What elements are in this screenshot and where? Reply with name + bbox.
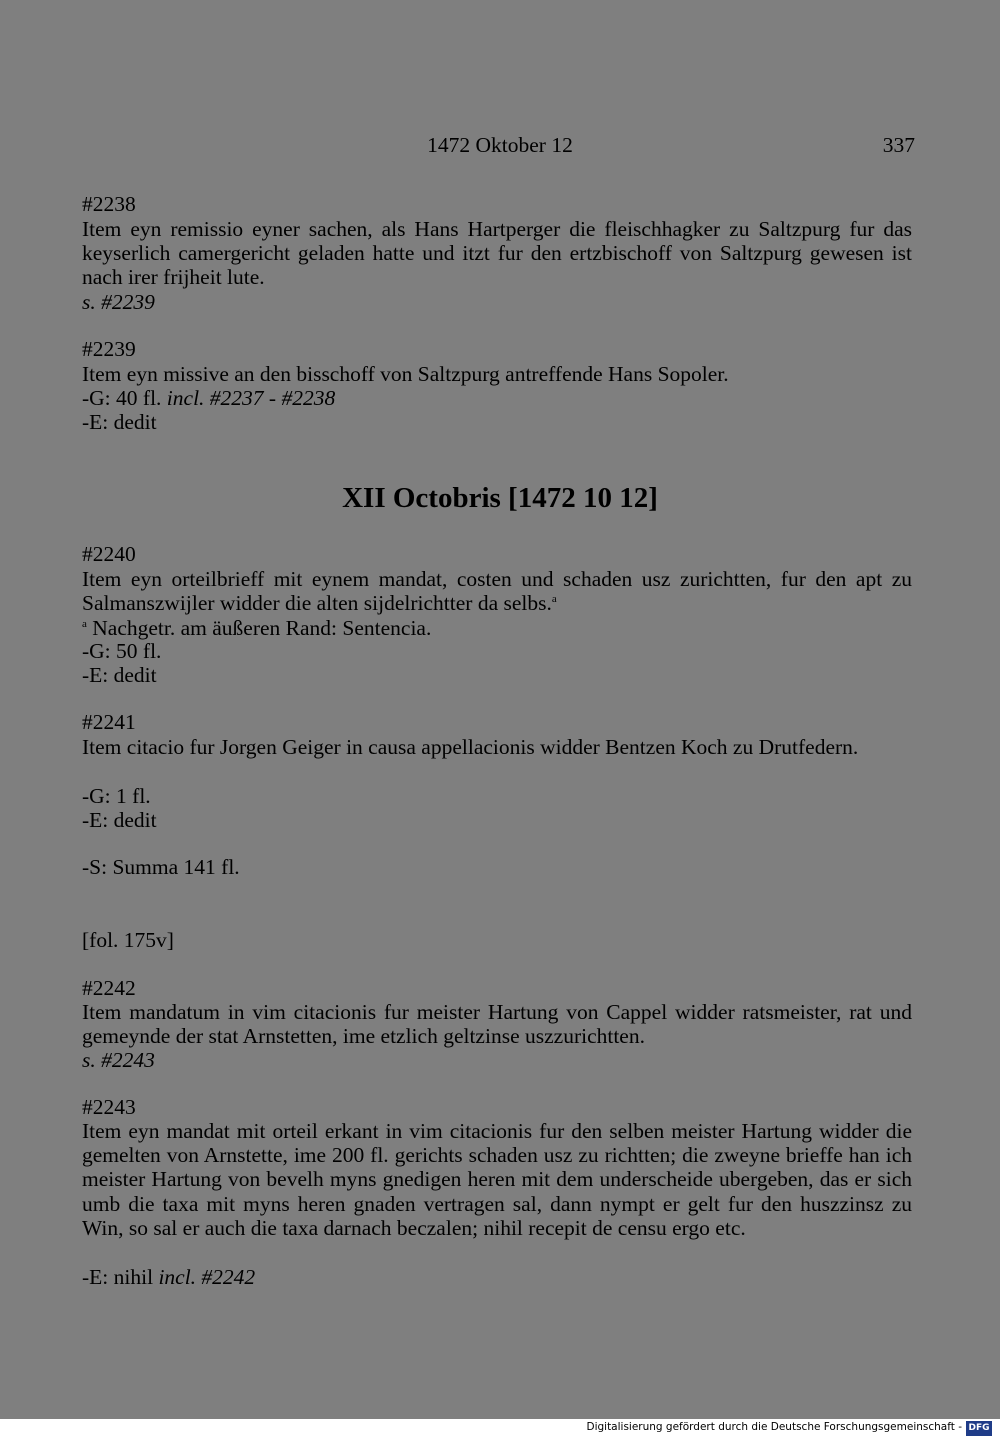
section-title: XII Octobris [1472 10 12] <box>342 482 658 514</box>
folio-marker: [fol. 175v] <box>82 928 174 952</box>
entry-e-2239: -E: dedit <box>82 410 157 434</box>
funding-notice: Digitalisierung gefördert durch die Deutsche Forschungsgemeinschaft - <box>586 1421 962 1433</box>
entry-g-2239 <box>82 386 912 410</box>
dfg-logo-icon: DFG <box>966 1421 992 1436</box>
entry-text-2240 <box>82 567 912 615</box>
entry-text-2241: Item citacio fur Jorgen Geiger in causa appellacionis widder Bentzen Koch zu Drutfedern. <box>82 735 859 759</box>
footnote-2240 <box>82 616 912 640</box>
entry-e-2240: -E: dedit <box>82 663 157 687</box>
entry-g-2240: -G: 50 fl. <box>82 639 162 663</box>
footnote-marker: a <box>551 593 557 606</box>
entry-text-2239: Item eyn missive an den bisschoff von Saltzpurg antreffende Hans Sopoler. <box>82 362 729 386</box>
page-number: 337 <box>882 133 915 157</box>
entry-ref-2238 <box>82 290 912 314</box>
footnote-marker: a <box>82 618 87 630</box>
entry-number-2240: #2240 <box>82 542 136 566</box>
entry-text-2243: Item eyn mandat mit orteil erkant in vim citacionis fur den selben meister Hartung widder die gemelten von Arnstette, ime 200 fl. gerichts schaden usz zu richtten; die zweyne brieffe han ich meister Hartung von bevelh myns gnedigen heren mit dem underscheide ubergeben, das er sich umb die taxa mit myns heren gnaden vertragen sal, dann nympt er gelt fur den huszzinsz zu Win, so sal er auch die taxa darnach beczalen; nihil recepit de censu ergo etc. <box>82 1119 912 1240</box>
entry-number-2241: #2241 <box>82 710 136 734</box>
entry-text-2238: Item eyn remissio eyner sachen, als Hans Hartperger die fleischhagker zu Saltzpurg fur das keyserlich camergericht geladen hatte und itzt fur den ertzbischoff von Saltzpurg gewesen ist nach irer frijheit lute. <box>82 217 912 290</box>
footnote-text: Nachgetr. am äußeren Rand: Sentencia. <box>92 616 432 640</box>
g-ref: incl. #2237 - #2238 <box>166 386 336 410</box>
entry-e-2241: -E: dedit <box>82 808 157 832</box>
e-prefix: -E: nihil <box>82 1265 154 1289</box>
entry-number-2239: #2239 <box>82 337 136 361</box>
entry-g-2241: -G: 1 fl. <box>82 784 151 808</box>
footer-bar <box>0 1419 1000 1439</box>
summa-line: -S: Summa 141 fl. <box>82 855 240 879</box>
entry-ref-2242 <box>82 1048 912 1072</box>
ref-text: s. #2243 <box>82 1048 155 1072</box>
ref-text: s. #2239 <box>82 290 155 314</box>
entry-body: Item eyn orteilbrieff mit eynem mandat, costen und schaden usz zurichtten, fur den apt zu Salmanszwijler widder die alten sijdelrichtter da selbs. <box>82 567 912 616</box>
entry-number-2242: #2242 <box>82 976 136 1000</box>
e-ref: incl. #2242 <box>158 1265 256 1289</box>
entry-number-2243: #2243 <box>82 1095 136 1119</box>
running-header-title: 1472 Oktober 12 <box>427 133 573 157</box>
entry-number-2238: #2238 <box>82 192 136 216</box>
entry-e-2243 <box>82 1265 912 1289</box>
entry-text-2242: Item mandatum in vim citacionis fur meister Hartung von Cappel widder ratsmeister, rat und gemeynde der stat Arnstetten, ime etzlich geltzinse uszzurichtten. <box>82 1000 912 1049</box>
g-prefix: -G: 40 fl. <box>82 386 162 410</box>
